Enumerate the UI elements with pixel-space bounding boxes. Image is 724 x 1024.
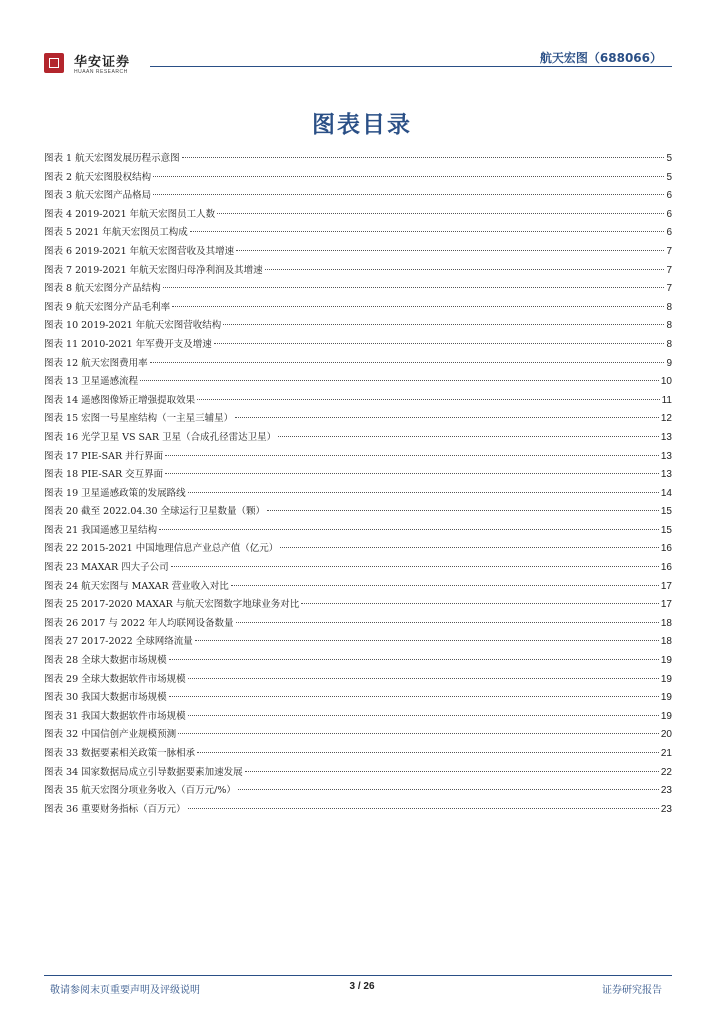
toc-entry-page: 19 <box>660 655 672 667</box>
toc-entry-label: 图表 32 中国信创产业规模预测 <box>44 729 177 741</box>
page-number: 3 / 26 <box>349 981 375 992</box>
toc-entry-label: 图表 8 航天宏图分产品结构 <box>44 283 161 295</box>
toc-entry-page: 19 <box>660 692 672 704</box>
toc-entry[interactable] <box>44 540 672 559</box>
toc-entry-page: 13 <box>660 431 672 443</box>
toc-leader-dots <box>171 566 659 567</box>
toc-entry[interactable] <box>44 429 672 448</box>
toc-entry[interactable] <box>44 262 672 281</box>
toc-entry-page: 8 <box>666 338 672 350</box>
toc-entry-label: 图表 12 航天宏图费用率 <box>44 357 148 369</box>
toc-entry-label: 图表 14 遥感图像矫正增强提取效果 <box>44 394 196 406</box>
toc-entry[interactable] <box>44 299 672 318</box>
toc-entry[interactable] <box>44 652 672 671</box>
footer-disclaimer: 敬请参阅末页重要声明及评级说明 <box>50 985 200 996</box>
toc-entry-page: 19 <box>660 673 672 685</box>
toc-leader-dots <box>231 585 659 586</box>
toc-entry-page: 6 <box>666 227 672 239</box>
toc-entry-page: 23 <box>660 785 672 797</box>
toc-entry-page: 16 <box>660 562 672 574</box>
toc-leader-dots <box>188 492 659 493</box>
toc-entry-page: 5 <box>666 153 672 164</box>
toc-leader-dots <box>301 603 659 604</box>
toc-entry-page: 13 <box>660 469 672 481</box>
toc-leader-dots <box>163 287 665 288</box>
toc-leader-dots <box>188 678 659 679</box>
toc-leader-dots <box>280 547 659 548</box>
toc-entry-label: 图表 20 截至 2022.04.30 全球运行卫星数量（颗） <box>44 506 266 518</box>
toc-entry[interactable] <box>44 745 672 764</box>
toc-leader-dots <box>172 306 664 307</box>
brand-subtitle: HUAAN RESEARCH <box>74 69 128 75</box>
toc-leader-dots <box>165 473 659 474</box>
toc-entry[interactable] <box>44 392 672 411</box>
footer-report-type: 证券研究报告 <box>602 985 662 996</box>
toc-entry-page: 8 <box>666 301 672 313</box>
toc-entry[interactable] <box>44 671 672 690</box>
toc-entry-label: 图表 13 卫星遥感流程 <box>44 376 139 388</box>
toc-leader-dots <box>195 640 659 641</box>
toc-leader-dots <box>188 808 659 809</box>
toc-entry[interactable] <box>44 317 672 336</box>
toc-entry-label: 图表 27 2017-2022 全球网络流量 <box>44 636 193 648</box>
brand-name: 华安证券 <box>74 55 131 70</box>
toc-leader-dots <box>188 715 659 716</box>
toc-entry-page: 12 <box>660 413 672 425</box>
toc-entry-page: 11 <box>661 394 672 406</box>
toc-leader-dots <box>278 436 659 437</box>
table-of-figures <box>44 150 672 819</box>
toc-entry-label: 图表 34 国家数据局成立引导数据要素加速发展 <box>44 766 243 778</box>
toc-entry[interactable] <box>44 373 672 392</box>
toc-leader-dots <box>190 231 665 232</box>
toc-entry-label: 图表 9 航天宏图分产品毛利率 <box>44 301 171 313</box>
toc-entry[interactable] <box>44 596 672 615</box>
toc-entry-label: 图表 1 航天宏图发展历程示意图 <box>44 153 180 164</box>
toc-leader-dots <box>238 789 659 790</box>
toc-leader-dots <box>267 510 659 511</box>
toc-entry-label: 图表 6 2019-2021 年航天宏图营收及其增速 <box>44 245 235 257</box>
toc-entry[interactable] <box>44 708 672 727</box>
page-header <box>0 0 724 80</box>
toc-entry-page: 7 <box>666 283 672 295</box>
toc-entry-page: 6 <box>666 190 672 202</box>
toc-entry-page: 7 <box>666 264 672 276</box>
toc-entry-label: 图表 2 航天宏图股权结构 <box>44 171 152 183</box>
toc-entry-page: 18 <box>660 636 672 648</box>
toc-entry-page: 9 <box>666 357 672 369</box>
toc-entry-label: 图表 22 2015-2021 中国地理信息产业总产值（亿元） <box>44 543 279 555</box>
page-title: 图表目录 <box>312 112 412 138</box>
toc-entry[interactable] <box>44 187 672 206</box>
toc-leader-dots <box>214 343 665 344</box>
toc-leader-dots <box>182 157 665 158</box>
toc-entry-label: 图表 19 卫星遥感政策的发展路线 <box>44 487 186 499</box>
toc-entry[interactable] <box>44 633 672 652</box>
toc-leader-dots <box>223 324 664 325</box>
toc-leader-dots <box>169 659 659 660</box>
toc-leader-dots <box>197 399 659 400</box>
toc-entry-label: 图表 24 航天宏图与 MAXAR 营业收入对比 <box>44 580 229 592</box>
footer-divider <box>44 975 672 976</box>
huaan-logo-icon <box>44 53 64 73</box>
toc-entry-page: 16 <box>660 543 672 555</box>
toc-entry-label: 图表 29 全球大数据软件市场规模 <box>44 673 186 685</box>
toc-entry-page: 10 <box>660 376 672 388</box>
toc-entry-label: 图表 25 2017-2020 MAXAR 与航天宏图数字地球业务对比 <box>44 599 300 611</box>
toc-entry-page: 8 <box>666 320 672 332</box>
toc-entry[interactable] <box>44 280 672 299</box>
toc-entry[interactable] <box>44 243 672 262</box>
toc-entry-label: 图表 33 数据要素相关政策一脉相承 <box>44 748 196 759</box>
toc-entry[interactable] <box>44 169 672 188</box>
toc-entry-label: 图表 10 2019-2021 年航天宏图营收结构 <box>44 320 222 332</box>
toc-entry-label: 图表 26 2017 与 2022 年人均联网设备数量 <box>44 617 234 629</box>
toc-entry-page: 15 <box>660 524 672 536</box>
toc-leader-dots <box>169 696 659 697</box>
toc-entry[interactable] <box>44 150 672 169</box>
toc-leader-dots <box>159 529 659 530</box>
toc-entry-page: 14 <box>660 487 672 499</box>
toc-entry-page: 19 <box>660 710 672 722</box>
toc-entry[interactable] <box>44 578 672 597</box>
toc-entry-label: 图表 17 PIE-SAR 并行界面 <box>44 450 164 462</box>
toc-leader-dots <box>165 455 659 456</box>
toc-entry-label: 图表 16 光学卫星 VS SAR 卫星（合成孔径雷达卫星） <box>44 431 277 443</box>
toc-leader-dots <box>236 250 664 251</box>
toc-entry[interactable] <box>44 336 672 355</box>
toc-leader-dots <box>153 176 664 177</box>
toc-entry[interactable] <box>44 522 672 541</box>
toc-entry-page: 5 <box>666 171 672 183</box>
header-divider <box>150 66 672 67</box>
toc-entry[interactable] <box>44 801 672 820</box>
toc-leader-dots <box>236 622 659 623</box>
toc-leader-dots <box>150 362 665 363</box>
toc-leader-dots <box>178 733 659 734</box>
toc-leader-dots <box>217 213 664 214</box>
toc-entry[interactable] <box>44 689 672 708</box>
toc-entry[interactable] <box>44 206 672 225</box>
report-company-title: 航天宏图（688066） <box>539 51 662 65</box>
toc-entry[interactable] <box>44 485 672 504</box>
toc-leader-dots <box>140 380 659 381</box>
toc-entry-page: 13 <box>660 450 672 462</box>
toc-entry-page: 17 <box>660 580 672 592</box>
toc-entry-page: 15 <box>660 506 672 518</box>
toc-entry-label: 图表 31 我国大数据软件市场规模 <box>44 710 186 722</box>
toc-entry[interactable] <box>44 559 672 578</box>
toc-entry-page: 23 <box>660 803 672 815</box>
toc-entry-label: 图表 7 2019-2021 年航天宏图归母净利润及其增速 <box>44 264 263 276</box>
toc-entry[interactable] <box>44 448 672 467</box>
toc-entry-label: 图表 5 2021 年航天宏图员工构成 <box>44 227 188 239</box>
toc-entry-label: 图表 18 PIE-SAR 交互界面 <box>44 469 164 481</box>
toc-entry-label: 图表 4 2019-2021 年航天宏图员工人数 <box>44 208 216 220</box>
toc-entry-label: 图表 36 重要财务指标（百万元） <box>44 803 186 815</box>
toc-entry-label: 图表 3 航天宏图产品格局 <box>44 190 152 202</box>
toc-leader-dots <box>265 269 665 270</box>
toc-entry[interactable] <box>44 410 672 429</box>
toc-entry-page: 18 <box>660 617 672 629</box>
toc-entry-label: 图表 23 MAXAR 四大子公司 <box>44 562 169 574</box>
toc-leader-dots <box>153 194 664 195</box>
toc-entry-page: 17 <box>660 599 672 611</box>
toc-entry[interactable] <box>44 615 672 634</box>
toc-entry[interactable] <box>44 503 672 522</box>
toc-entry-label: 图表 30 我国大数据市场规模 <box>44 692 167 704</box>
toc-entry-label: 图表 21 我国遥感卫星结构 <box>44 524 158 536</box>
toc-entry-page: 20 <box>660 729 672 741</box>
toc-entry[interactable] <box>44 355 672 374</box>
toc-entry-label: 图表 35 航天宏图分项业务收入（百万元/%） <box>44 785 236 797</box>
toc-entry-page: 22 <box>660 766 672 778</box>
toc-entry-label: 图表 15 宏图一号星座结构（一主星三辅星） <box>44 413 234 425</box>
toc-entry-label: 图表 28 全球大数据市场规模 <box>44 655 167 667</box>
toc-entry[interactable] <box>44 466 672 485</box>
toc-leader-dots <box>245 771 659 772</box>
toc-entry[interactable] <box>44 726 672 745</box>
toc-entry[interactable] <box>44 764 672 783</box>
toc-entry-page: 6 <box>666 208 672 220</box>
toc-entry[interactable] <box>44 782 672 801</box>
toc-entry-page: 7 <box>666 245 672 257</box>
toc-entry-page: 21 <box>660 748 672 759</box>
toc-leader-dots <box>197 752 659 753</box>
toc-leader-dots <box>235 417 659 418</box>
toc-entry[interactable] <box>44 224 672 243</box>
toc-entry-label: 图表 11 2010-2021 年军费开支及增速 <box>44 338 212 350</box>
